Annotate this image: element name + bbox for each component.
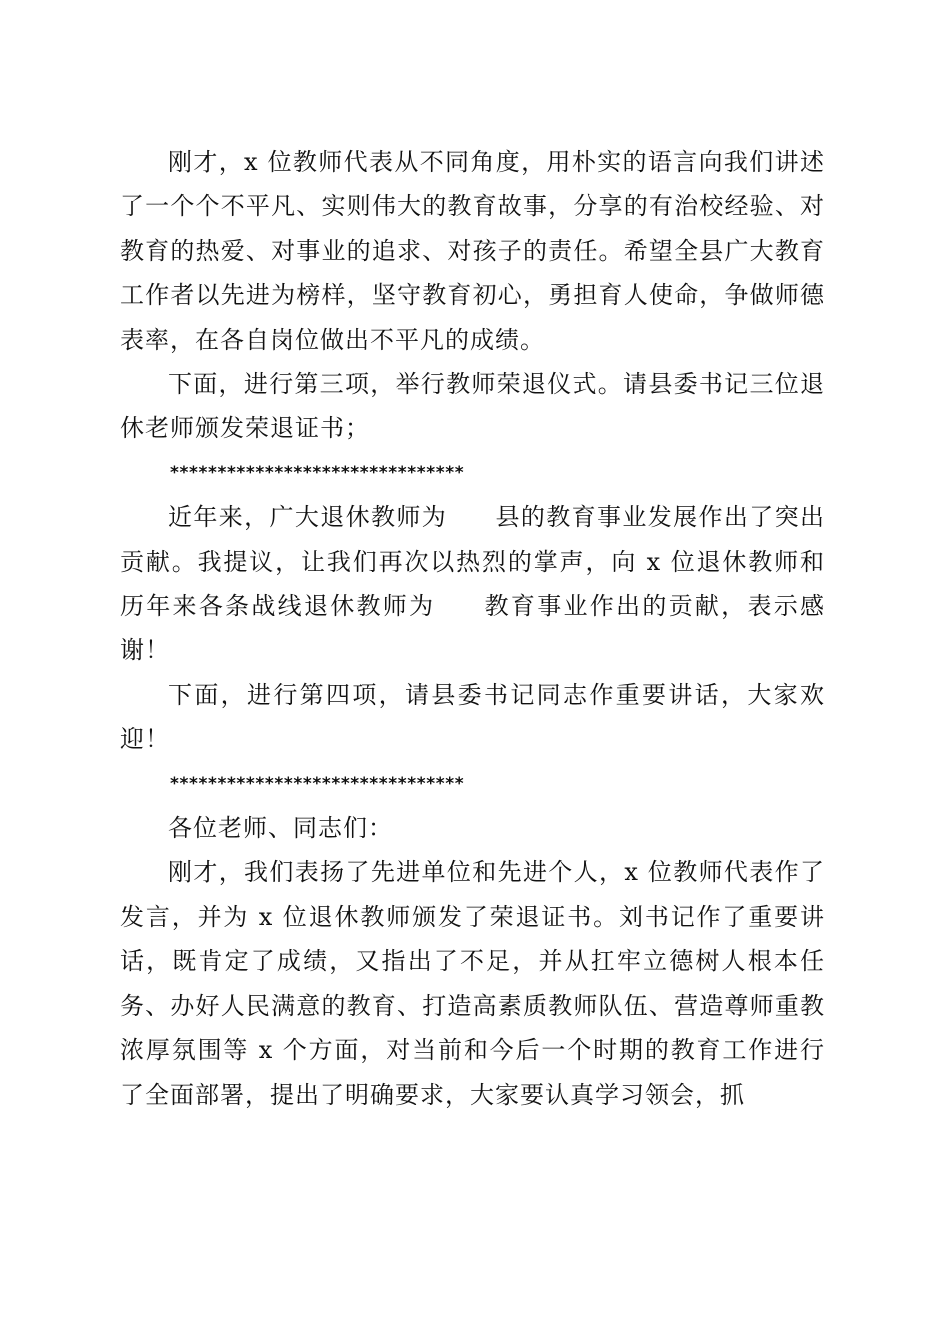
- section-separator: *******************************: [170, 773, 465, 794]
- paragraph-salutation: 各位老师、同志们：: [168, 814, 393, 843]
- section-separator: *******************************: [170, 462, 465, 483]
- document-body: [120, 140, 825, 1117]
- retired-teachers-text-1: 近年来，广大退休教师为: [168, 503, 448, 532]
- paragraph-item-four: 下面，进行第四项，请县委书记同志作重要讲话，大家欢迎！: [120, 680, 825, 754]
- paragraph-retired-teachers: [120, 495, 825, 673]
- paragraph-closing-summary: 刚才，我们表扬了先进单位和先进个人，x 位教师代表作了发言，并为 x 位退休教师颁发了荣退证书。刘书记作了重要讲话，既肯定了成绩，又指出了不足，并从扛牢立德树人根本任务、办好人民满意的教育、打造高素质教师队伍、营造尊师重教浓厚氛围等 x 个方面，对当前和今后一个时期的教育工作进行了全面部署，提出了明确要求，大家要认真学习领会，抓: [120, 858, 825, 1109]
- retired-teachers-text-2: 县的教育事业发展作出了突出贡献。我提议，让我们再次以热烈的掌声，向 x 位退休教师和历年来各条战线退休教师为: [120, 503, 825, 621]
- paragraph-teacher-speeches: 刚才，x 位教师代表从不同角度，用朴实的语言向我们讲述了一个个不平凡、实则伟大的教育故事，分享的有治校经验、对教育的热爱、对事业的追求、对孩子的责任。希望全县广大教育工作者以先进为榜样，坚守教育初心，勇担育人使命，争做师德表率，在各自岗位做出不平凡的成绩。: [120, 148, 825, 354]
- paragraph-item-three: 下面，进行第三项，举行教师荣退仪式。请县委书记三位退休老师颁发荣退证书；: [120, 370, 825, 443]
- retired-teachers-text-3: 教育事业作出的贡献，表示感谢！: [120, 592, 825, 665]
